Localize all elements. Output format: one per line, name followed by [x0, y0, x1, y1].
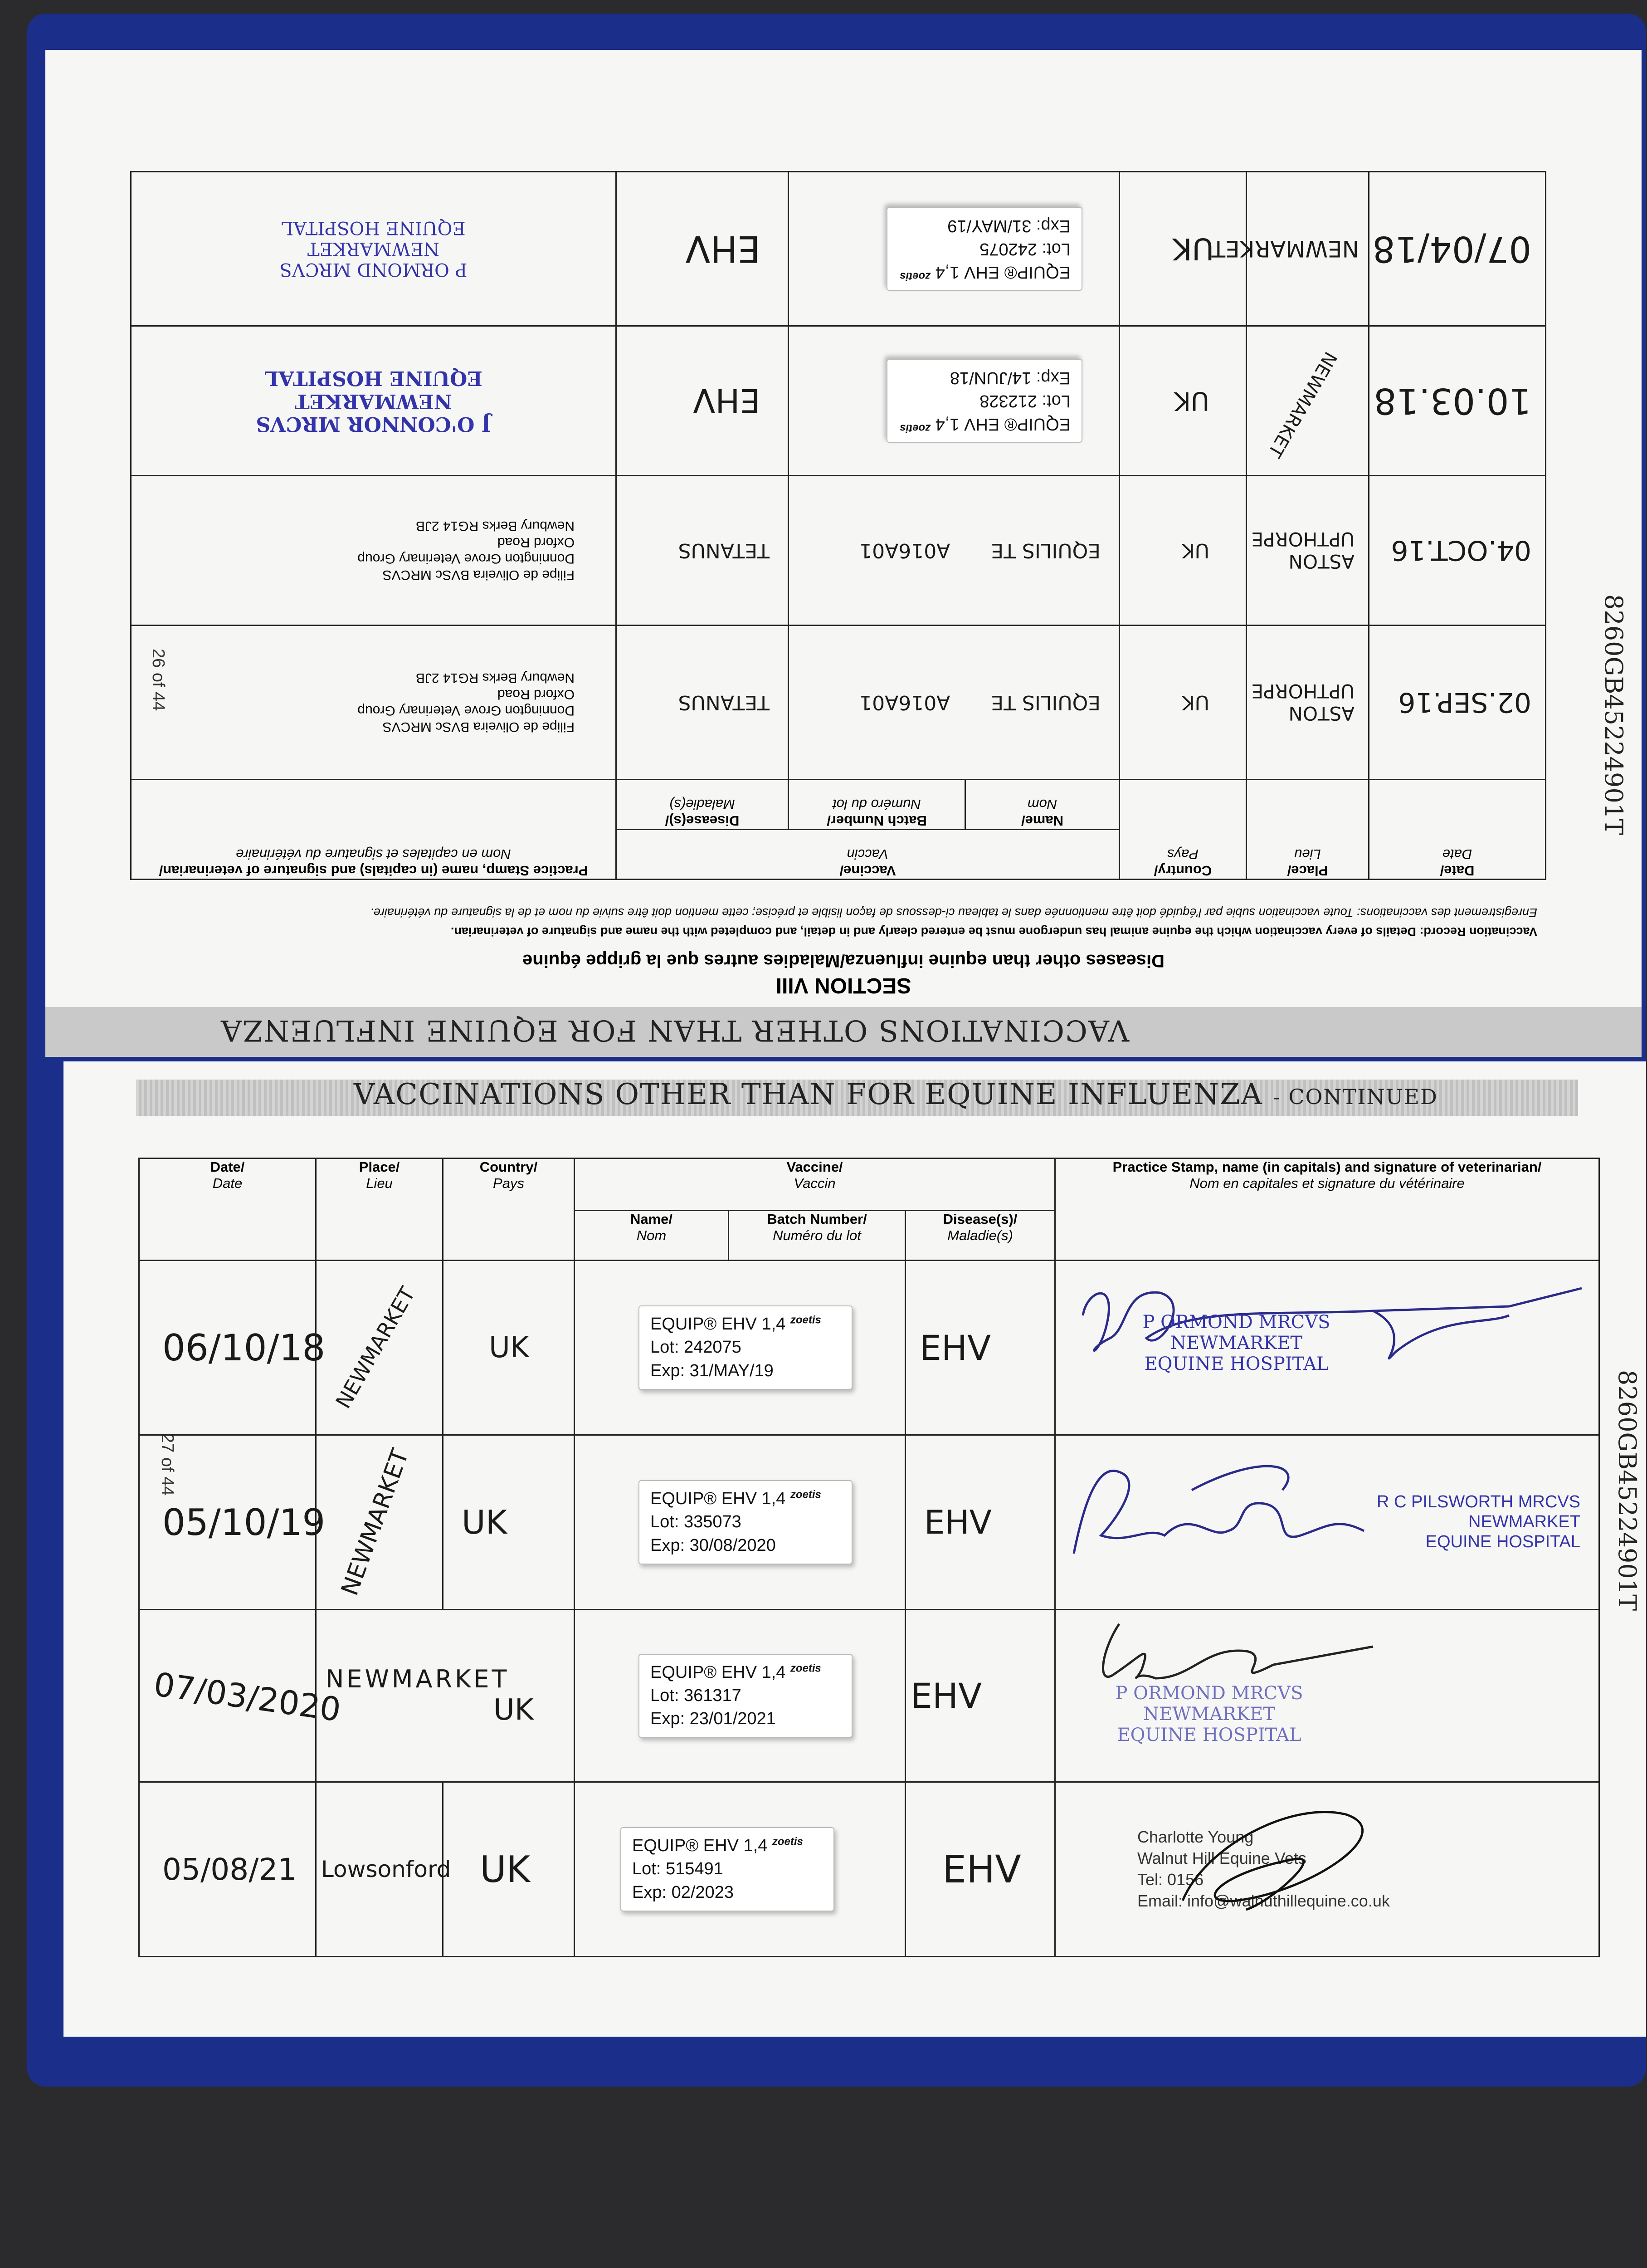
header-disease: Disease(s)/ Maladie(s)	[616, 780, 788, 830]
page-26-rotated-content	[45, 50, 1642, 1057]
header-place: Place/ Lieu	[316, 1158, 443, 1261]
practice-stamp: P ORMOND MRCVS NEWMARKET EQUINE HOSPITAL	[1055, 1610, 1599, 1782]
instruction-english: Vaccination Record: Details of every vaccination which the equine animal has undergone must be entered clearly and in detail, and completed with the name and signature of veterinarian.	[450, 925, 1537, 938]
row-disease: EHV	[920, 1327, 991, 1368]
page-number-26: 26 of 44	[149, 649, 168, 711]
header-country: Country/ Pays	[1120, 780, 1247, 880]
row-disease: EHV	[911, 1676, 982, 1716]
row-date: 05/10/19	[162, 1501, 326, 1544]
header-vaccine: Vaccine/ Vaccin	[575, 1158, 1055, 1211]
header-name: Name/ Nom	[965, 780, 1120, 830]
header-country: Country/ Pays	[443, 1158, 575, 1261]
header-name: Name/ Nom	[575, 1211, 729, 1261]
section-heading: Diseases other than equine influenza/Maladies autres que la grippe équine	[522, 951, 1165, 971]
banner-title: VACCINATIONS OTHER THAN FOR EQUINE INFLUENZA - CONTINUED	[354, 1078, 1438, 1111]
vaccine-sticker: EQUIP® EHV 1,4 $^{zoetis}$ Lot: 242075 Exp: 31/MAY/19	[638, 1305, 853, 1390]
row-country: UK	[480, 1848, 531, 1891]
vaccination-table	[138, 1158, 1600, 1957]
practice-stamp: P ORMOND MRCVS NEWMARKET EQUINE HOSPITAL	[131, 172, 616, 326]
row-country: UK	[462, 1503, 507, 1541]
practice-stamp: Charlotte Young Walnut Hill Equine Vets Tel: 0156 Email: info@walnuthillequine.co.uk	[1055, 1782, 1599, 1957]
practice-stamp: P ORMOND MRCVS NEWMARKET EQUINE HOSPITAL	[1055, 1261, 1599, 1435]
banner-title: VACCINATIONS OTHER THAN FOR EQUINE INFLUENZA	[220, 1013, 1129, 1047]
practice-stamp: R C PILSWORTH MRCVS NEWMARKET EQUINE HOSPITAL	[1055, 1435, 1599, 1610]
vaccine-label-cell	[789, 326, 1120, 476]
row-disease: EHV	[942, 1847, 1021, 1892]
row-place: ASTON UPTHORPE	[1251, 680, 1355, 725]
header-disease: Disease(s)/ Maladie(s)	[906, 1211, 1055, 1261]
header-date: Date/ Date	[139, 1158, 316, 1261]
header-date: Date/ Date	[1369, 780, 1546, 880]
practice-stamp: Filipe de Oliveira BVSc MRCVS Donnington Grove Veterinary Group Oxford Road Newbury Berks RG14 2JB	[131, 626, 616, 780]
row-disease: EHV	[685, 228, 760, 270]
row-country: UK	[493, 1693, 534, 1727]
header-vaccine: Vaccine/ Vaccin	[616, 830, 1119, 880]
row-disease: TETANUS	[678, 691, 770, 714]
row-vaccine-name: EQUILIS TE	[991, 691, 1101, 714]
page-number-27: 27 of 44	[158, 1433, 177, 1496]
vet-signature	[1056, 1783, 1595, 1955]
table-row	[131, 172, 1545, 326]
table-row	[131, 476, 1545, 626]
practice-stamp: J O'CONNOR MRCVS NEWMARKET EQUINE HOSPITAL	[131, 326, 616, 476]
row-country: UK	[1181, 691, 1209, 714]
header-batch: Batch Number/ Numéro du lot	[729, 1211, 906, 1261]
row-place: NEWMARKET	[1211, 235, 1359, 262]
header-place: Place/ Lieu	[1247, 780, 1369, 880]
vaccine-label-cell	[575, 1610, 906, 1782]
practice-stamp: Filipe de Oliveira BVSc MRCVS Donnington Grove Veterinary Group Oxford Road Newbury Berks RG14 2JB	[131, 476, 616, 626]
row-country: UK	[1181, 539, 1209, 562]
table-row	[131, 326, 1545, 476]
row-date: 10.03.18	[1374, 380, 1531, 421]
section-number: SECTION VIII	[775, 973, 911, 997]
row-country: UK	[1174, 386, 1209, 415]
passport-id-bottom: 8260GB45224901T	[1613, 1370, 1642, 1611]
vaccine-label-cell	[575, 1261, 906, 1435]
instruction-french: Enregistrement des vaccinations: Toute vaccination subie par l'équidé doit être mentionnée dans le tableau ci-dessous de façon lisible et précise; cette mention doit être suivie du nom et de la signature du vétérinaire.	[370, 906, 1537, 919]
vaccine-label-cell	[575, 1435, 906, 1610]
row-disease: TETANUS	[678, 539, 770, 562]
vaccine-sticker: EQUIP® EHV 1,4 $^{zoetis}$ Lot: 515491 Exp: 02/2023	[620, 1827, 834, 1911]
row-disease: EHV	[693, 381, 760, 420]
vet-signature	[1056, 1436, 1595, 1608]
row-batch: A016A01	[859, 539, 950, 562]
top-vaccination-table	[130, 171, 1546, 880]
vaccine-label-cell	[789, 172, 1120, 326]
row-date: 04.OCT.16	[1391, 534, 1531, 567]
row-place: NEWMARKET	[1263, 348, 1341, 461]
row-date: 02.SEP.16	[1398, 686, 1531, 719]
row-date: 07/04/18	[1372, 228, 1531, 269]
table-row	[139, 1435, 1599, 1610]
row-vaccine-name: EQUILIS TE	[991, 539, 1101, 562]
row-batch: A016A01	[859, 691, 950, 714]
vaccine-sticker: EQUIP® EHV 1,4 $^{zoetis}$ Lot: 212328 Exp: 14/JUN/18	[887, 359, 1082, 443]
table-row	[139, 1782, 1599, 1957]
passport-id-top: 8260GB45224901T	[1599, 594, 1628, 836]
header-practice: Practice Stamp, name (in capitals) and signature of veterinarian/ Nom en capitales et signature du vétérinaire	[1055, 1158, 1599, 1261]
table-row	[139, 1610, 1599, 1782]
page-26	[45, 50, 1642, 1057]
vaccine-sticker: EQUIP® EHV 1,4 $^{zoetis}$ Lot: 335073 Exp: 30/08/2020	[638, 1480, 853, 1564]
vaccine-sticker: EQUIP® EHV 1,4 $^{zoetis}$ Lot: 361317 Exp: 23/01/2021	[638, 1654, 853, 1738]
header-batch: Batch Number/ Numéro du lot	[789, 780, 965, 830]
vaccine-sticker: EQUIP® EHV 1,4 $^{zoetis}$ Lot: 242075 Exp: 31/MAY/19	[887, 207, 1082, 291]
row-place: NEWMARKET	[331, 1282, 420, 1413]
row-date: 06/10/18	[162, 1326, 326, 1369]
table-row	[131, 626, 1545, 780]
row-place: NEWMARKET	[336, 1445, 414, 1599]
vaccine-label-cell	[575, 1782, 906, 1957]
row-disease: EHV	[924, 1503, 992, 1541]
table-row	[139, 1261, 1599, 1435]
row-place: NEWMARKET	[326, 1665, 510, 1693]
page-27	[63, 1061, 1646, 2037]
row-date: 07/03/2020	[151, 1665, 343, 1729]
row-place: Lowsonford	[321, 1856, 451, 1882]
row-country: UK	[1172, 231, 1214, 266]
row-date: 05/08/21	[162, 1852, 297, 1887]
header-practice: Practice Stamp, name (in capitals) and signature of veterinarian/ Nom en capitales et signature du vétérinaire	[131, 780, 616, 880]
row-place: ASTON UPTHORPE	[1251, 528, 1355, 573]
row-country: UK	[489, 1331, 529, 1364]
